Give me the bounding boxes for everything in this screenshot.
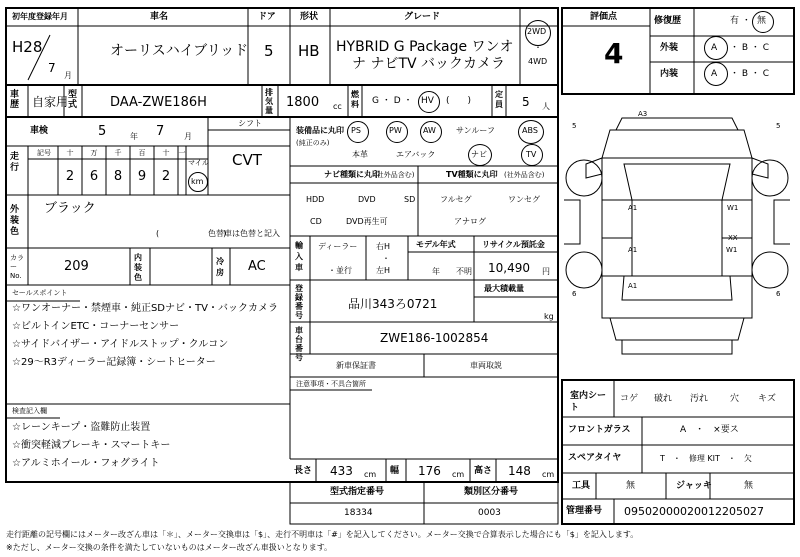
equip-aw: AW — [423, 126, 436, 135]
recycle-value: 10,490 — [488, 261, 530, 275]
navi-dvd: DVD — [358, 195, 376, 204]
drive-2wd: 2WD — [527, 27, 547, 36]
mgmt-value: 09502000020012205027 — [624, 505, 764, 518]
fuel-label: 燃料 — [351, 90, 359, 109]
sales-points-label: セールスポイント — [12, 289, 68, 297]
registration-plate: 品川343ろ0721 — [348, 297, 438, 311]
spare-options: T ・ 修理 KIT ・ 欠 — [660, 454, 752, 463]
recycle-unit: 円 — [542, 267, 550, 276]
inspector-item: ☆衝突軽減ブレーキ・スマートキー — [12, 440, 171, 451]
displacement-value: 1800 — [286, 95, 320, 110]
length-unit: cm — [364, 470, 377, 479]
recycle-label: リサイクル預託金 — [482, 240, 545, 249]
seat-opt: 穴 — [730, 394, 740, 404]
inspector-label: 検査記入欄 — [12, 407, 47, 415]
navi-sd: SD — [404, 195, 416, 204]
height-label: 高さ — [474, 466, 493, 476]
first-reg-month: 7 — [48, 61, 56, 75]
equip-leather: 本革 — [352, 150, 368, 159]
warranty-label: 新車保証書 — [336, 361, 376, 370]
width-value: 176 — [418, 464, 441, 478]
import-left-h: 左H — [376, 266, 391, 275]
drive-4wd: 4WD — [528, 57, 548, 66]
repair-yes: 有 ・ — [730, 16, 751, 26]
registration-label: 登録番号 — [295, 284, 303, 320]
exterior-a: A — [711, 43, 718, 53]
inspection-label: 車検 — [30, 126, 49, 136]
diag-label-a1-rear: A1 — [628, 282, 638, 290]
first-reg-month-unit: 月 — [64, 71, 72, 80]
inspection-year-unit: 年 — [130, 132, 138, 141]
grade-label: グレード — [404, 12, 441, 22]
capacity-unit: 人 — [542, 102, 550, 111]
mileage-digit: 2 — [65, 169, 75, 184]
car-name: オーリスハイブリッド — [110, 43, 249, 59]
seat-opt: 破れ — [654, 394, 673, 404]
shape-value: HB — [298, 42, 320, 60]
grade-score-label: 評価点 — [590, 12, 618, 22]
doors-value: 5 — [264, 42, 274, 60]
max-load-unit: kg — [544, 312, 554, 321]
length-label: 長さ — [294, 466, 313, 476]
aircon-value: AC — [248, 259, 266, 274]
shift-label: シフト — [238, 119, 262, 128]
mileage-digit: 2 — [161, 169, 171, 184]
mileage-digit: 9 — [137, 169, 147, 184]
model-year-unknown: 不明 — [456, 267, 472, 276]
inspection-month-unit: 月 — [184, 132, 192, 141]
mileage-label: 走行 — [10, 152, 20, 173]
exterior-bc: ・ B ・ C — [730, 43, 770, 53]
mileage-header-sign: 記号 — [37, 149, 51, 157]
interior-color-label: 内装色 — [134, 253, 142, 282]
sales-point-item: ☆サイドバイザー・アイドルストップ・クルコン — [12, 339, 229, 350]
import-right-h: 右H — [376, 242, 391, 251]
equip-ps: PS — [351, 126, 361, 135]
interior-label: 内装 — [660, 69, 679, 79]
drive-dot: ・ — [534, 43, 542, 52]
inspector-item: ☆レーンキープ・盗難防止装置 — [12, 422, 151, 433]
repair-no: 無 — [757, 16, 767, 26]
mileage-unit: km — [191, 177, 204, 186]
color-value: ブラック — [44, 201, 96, 216]
grade-score-value: 4 — [604, 37, 624, 70]
seat-opt: 汚れ — [690, 394, 709, 404]
sales-point-item: ☆29～R3ディーラー記録簿・シートヒーター — [12, 357, 216, 368]
type-no-label: 型式指定番号 — [330, 487, 385, 497]
color-no-label: カラーNo. — [10, 254, 24, 280]
equip-navi: ナビ — [471, 150, 487, 159]
model-label: 型式 — [68, 90, 78, 110]
car-name-label: 車名 — [150, 12, 169, 22]
footer-note-1: 走行距離の記号欄にはメーター改ざん車は「＊」、メーター交換車は「$」、走行不明車は「#」を記入してください。メーター交換で合算表示した場合にも「$」を記入します。 — [6, 530, 639, 539]
diag-label-xx: XX — [728, 234, 738, 242]
diag-label-a1-mid: A1 — [628, 246, 638, 254]
color-label: 外装色 — [10, 205, 20, 237]
sales-point-item: ☆ワンオーナー・禁煙車・純正SDナビ・TV・バックカメラ — [12, 303, 278, 314]
inspection-month: 7 — [156, 124, 165, 139]
notes-label: 注意事項・不具合箇所 — [296, 380, 366, 388]
model-year-unit: 年 — [432, 267, 440, 276]
equip-abs: ABS — [522, 126, 538, 135]
manual-label: 車両取説 — [470, 361, 502, 370]
navi-dvd-play: DVD再生可 — [346, 217, 388, 226]
interior-bc: ・ B ・ C — [730, 69, 770, 79]
seat-opt: コゲ — [620, 394, 639, 404]
width-unit: cm — [452, 470, 465, 479]
aircon-label: 冷房 — [216, 257, 224, 277]
glass-label: フロントガラス — [568, 425, 631, 435]
mileage-header-ichi: 一 — [178, 149, 186, 157]
jack-value: 無 — [744, 481, 754, 491]
exterior-label: 外装 — [660, 43, 679, 53]
capacity-value: 5 — [522, 95, 530, 109]
color-note: 色替車は色替と記入 — [208, 229, 280, 238]
model-value: DAA-ZWE186H — [110, 95, 207, 110]
chassis-label: 車台番号 — [295, 326, 303, 362]
seat-label: 室内シート — [570, 391, 607, 413]
car-damage-diagram — [562, 104, 792, 374]
type-no-value: 18334 — [344, 508, 373, 518]
navi-types-sub: (社外品含む) — [374, 171, 415, 179]
glass-options: A ・ ×要ス — [680, 425, 739, 435]
inspection-year: 5 — [98, 124, 107, 139]
mgmt-label: 管理番号 — [566, 506, 603, 516]
equip-airbag: エアバック — [396, 150, 436, 159]
diag-label-a3: A3 — [638, 110, 648, 118]
mileage-header-sen: 千 — [114, 149, 122, 157]
mileage-digit: 6 — [89, 169, 99, 184]
mileage-header-10man: 十 — [66, 149, 74, 157]
mileage-header-man: 万 — [90, 149, 98, 157]
tv-fullseg: フルセグ — [440, 195, 472, 204]
fuel-options: G ・ D ・ — [372, 96, 413, 106]
interior-a: A — [711, 69, 718, 79]
diag-guide-tr: 5 — [776, 122, 781, 130]
tv-types-sub: (社外品含む) — [504, 171, 545, 179]
grade-line-1: HYBRID G Package ワンオ — [336, 39, 514, 55]
inspector-item: ☆アルミホイール・フォグライト — [12, 458, 160, 469]
tools-label: 工具 — [572, 481, 591, 491]
grade-line-2: ナ ナビTV バックカメラ — [352, 56, 506, 72]
equipment-label: 装備品に丸印 — [296, 126, 344, 135]
tools-value: 無 — [626, 481, 636, 491]
footer-note-2: ※ただし、メーター交換の条件を満たしていないものはメーター改ざん車扱いとなります。 — [6, 543, 333, 552]
class-no-label: 類別区分番号 — [464, 487, 519, 497]
import-dealer-2: ・並行 — [328, 266, 352, 275]
sales-point-item: ☆ビルトインETC・コーナーセンサー — [12, 321, 180, 332]
doors-label: ドア — [258, 12, 276, 22]
chassis-value: ZWE186-1002854 — [380, 331, 489, 345]
tv-types-label: TV種類に丸印 — [446, 170, 498, 179]
displacement-label: 排気量 — [265, 88, 273, 115]
import-dealer: ディーラー — [318, 242, 358, 251]
width-label: 幅 — [390, 466, 400, 476]
length-value: 433 — [330, 464, 353, 478]
first-reg-label: 初年度登録年月 — [12, 12, 68, 21]
diag-label-w1-right: W1 — [727, 204, 739, 212]
diag-label-w1-mid: W1 — [726, 246, 738, 254]
import-label: 輸入車 — [295, 241, 303, 272]
navi-hdd: HDD — [306, 195, 325, 204]
height-value: 148 — [508, 464, 531, 478]
navi-cd: CD — [310, 217, 322, 226]
seat-opt: キズ — [758, 394, 776, 404]
diag-label-a1-left: A1 — [628, 204, 638, 212]
color-no-value: 209 — [64, 259, 89, 274]
diag-guide-tl: 5 — [572, 122, 577, 130]
displacement-unit: cc — [333, 102, 342, 111]
equip-sunroof: サンルーフ — [456, 126, 495, 135]
import-dot: ・ — [382, 254, 390, 263]
color-paren: ( ) — [156, 229, 227, 238]
equip-tv: TV — [526, 150, 537, 159]
fuel-hv: HV — [421, 96, 434, 106]
repair-label: 修復歴 — [654, 16, 682, 26]
equipment-sub: (純正のみ) — [296, 139, 330, 147]
tv-analog: アナログ — [454, 217, 486, 226]
mileage-header-hyaku: 百 — [138, 149, 146, 157]
equip-pw: PW — [389, 126, 402, 135]
tv-oneseg: ワンセグ — [508, 195, 540, 204]
height-unit: cm — [542, 470, 555, 479]
model-year-label: モデル年式 — [416, 240, 456, 249]
mileage-unit-label: マイル — [188, 159, 209, 167]
diag-guide-br: 6 — [776, 290, 781, 298]
shape-label: 形状 — [300, 12, 319, 22]
jack-label: ジャッキ — [676, 481, 712, 491]
capacity-label: 定員 — [495, 90, 503, 109]
use-label: 車歴 — [10, 90, 20, 110]
navi-types-label: ナビ種類に丸印 — [324, 170, 380, 179]
diag-guide-bl: 6 — [572, 290, 577, 298]
class-no-value: 0003 — [478, 508, 501, 518]
spare-label: スペアタイヤ — [568, 453, 622, 463]
shift-value: CVT — [232, 151, 262, 169]
mileage-digit: 8 — [113, 169, 123, 184]
max-load-label: 最大積載量 — [484, 284, 524, 293]
first-reg-era: H28 — [12, 38, 43, 56]
fuel-paren: ( ) — [446, 96, 472, 106]
use-value: 自家用 — [32, 95, 69, 109]
mileage-header-juu: 十 — [162, 149, 170, 157]
